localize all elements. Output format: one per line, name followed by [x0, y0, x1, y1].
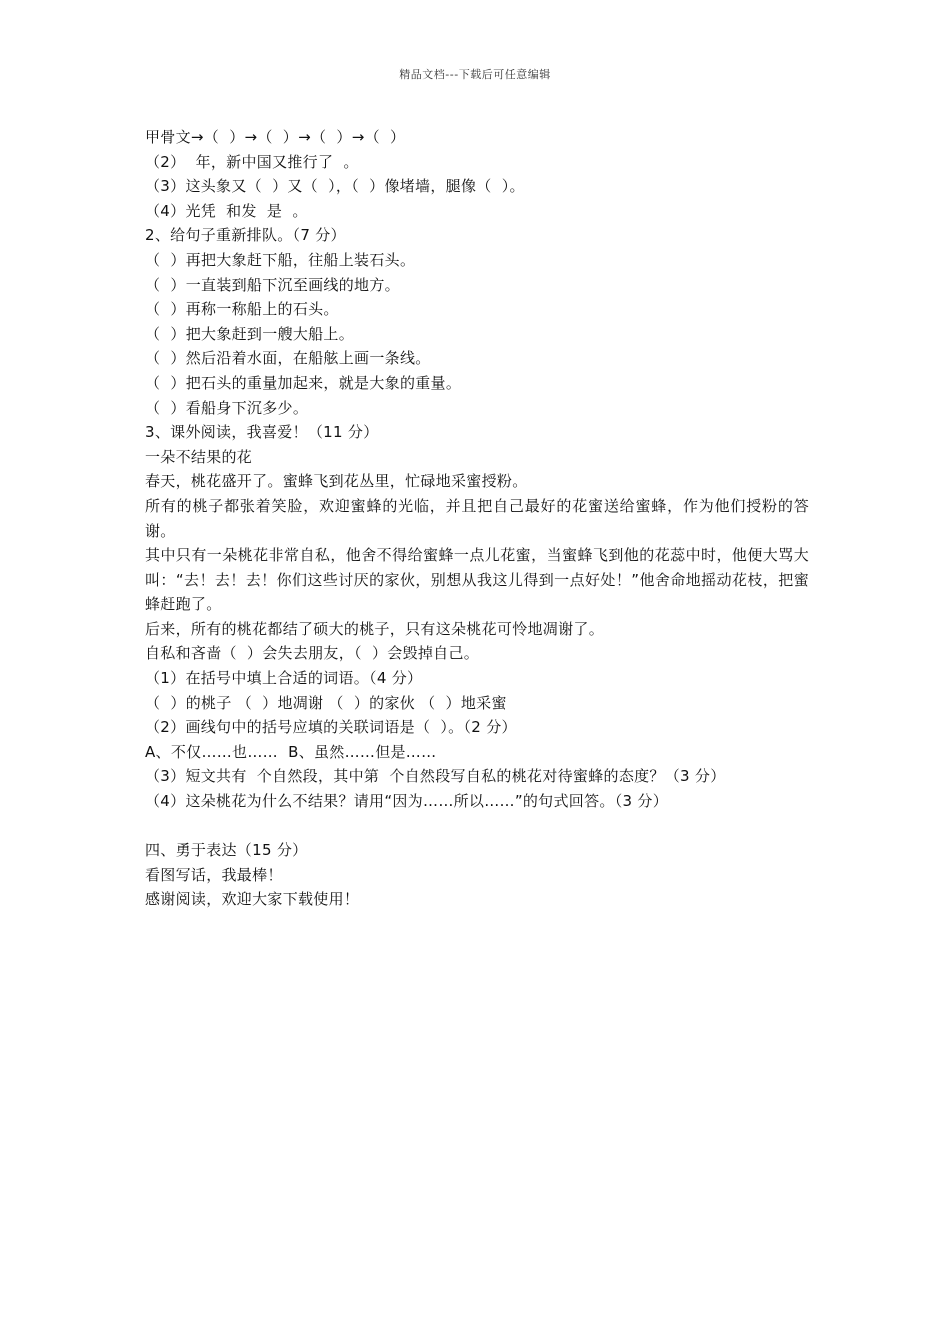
oracle-bone-sequence: 甲骨文→（ ）→（ ）→（ ）→（ ）: [145, 128, 406, 146]
question-2-line: （2） 年，新中国又推行了 。: [145, 152, 359, 171]
story-paragraph: 春天，桃花盛开了。蜜蜂飞到花丛里，忙碌地采蜜授粉。: [145, 472, 528, 491]
section-2-heading: 2、给句子重新排队。（7 分）: [145, 226, 346, 245]
section-4-heading: 四、勇于表达（15 分）: [145, 841, 308, 860]
section-3-heading: 3、课外阅读，我喜爱！（11 分）: [145, 423, 379, 442]
writing-prompt: 看图写话，我最棒！: [145, 865, 283, 884]
sub-question-4: （4）这朵桃花为什么不结果？请用“因为……所以……”的句式回答。（3 分）: [145, 792, 668, 811]
story-paragraph: 后来，所有的桃花都结了硕大的桃子，只有这朵桃花可怜地凋谢了。: [145, 619, 605, 638]
answer-options: A、不仅……也…… B、虽然……但是……: [145, 742, 437, 761]
reorder-item: （ ）一直装到船下沉至画线的地方。: [145, 275, 400, 294]
document-body: [145, 125, 809, 912]
sub-question-1: （1）在括号中填上合适的词语。（4 分）: [145, 669, 423, 688]
blank-line: [145, 814, 809, 839]
fill-in-words: （ ）的桃子 （ ）地凋谢 （ ）的家伙 （ ）地采蜜: [145, 693, 507, 712]
closing-note: 感谢阅读，欢迎大家下载使用！: [145, 890, 360, 909]
reorder-item: （ ）然后沿着水面，在船舷上画一条线。: [145, 349, 431, 368]
page-header: 精品文档---下载后可任意编辑: [399, 68, 551, 81]
reorder-item: （ ）再称一称船上的石头。: [145, 300, 339, 319]
reorder-item: （ ）把大象赶到一艘大船上。: [145, 324, 355, 343]
story-paragraph: 所有的桃子都张着笑脸，欢迎蜜蜂的光临，并且把自己最好的花蜜送给蜜蜂，作为他们授粉的答谢。: [145, 496, 809, 540]
reorder-item: （ ）看船身下沉多少。: [145, 398, 309, 417]
sub-question-3: （3）短文共有 个自然段，其中第 个自然段写自私的桃花对待蜜蜂的态度？（3 分）: [145, 767, 726, 786]
question-4-line: （4）光凭 和发 是 。: [145, 201, 308, 220]
story-paragraph: 自私和吝啬（ ）会失去朋友，（ ）会毁掉自己。: [145, 644, 480, 663]
question-3-line: （3）这头象又（ ）又（ ），（ ）像堵墙，腿像（ ）。: [145, 177, 525, 196]
reorder-item: （ ）把石头的重量加起来，就是大象的重量。: [145, 373, 462, 392]
story-title: 一朵不结果的花: [145, 447, 253, 466]
reorder-item: （ ）再把大象赶下船，往船上装石头。: [145, 250, 416, 269]
sub-question-2: （2）画线句中的括号应填的关联词语是（ ）。（2 分）: [145, 718, 517, 737]
story-paragraph: 其中只有一朵桃花非常自私，他舍不得给蜜蜂一点儿花蜜，当蜜蜂飞到他的花蕊中时，他便大骂大叫：“去！去！去！你们这些讨厌的家伙，别想从我这儿得到一点好处！”他舍命地摇动花枝，把蜜蜂赶跑了。: [145, 546, 809, 614]
